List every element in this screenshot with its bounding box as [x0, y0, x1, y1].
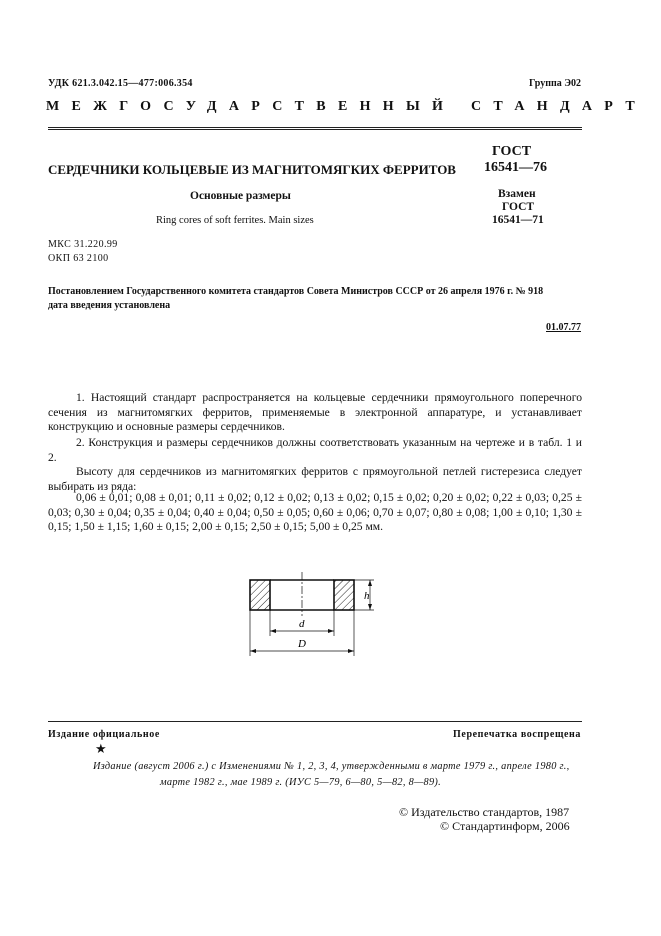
- replaces-gost: ГОСТ: [502, 201, 535, 213]
- header-rule: [48, 127, 582, 128]
- edition-note-1: Издание (август 2006 г.) с Изменениями № 1, 2, 3, 4, утвержденными в марте 1979 г., апреле 1980 г.,: [93, 761, 570, 772]
- reprint-prohibited: Перепечатка воспрещена: [453, 729, 581, 740]
- height-values: 0,06 ± 0,01; 0,08 ± 0,01; 0,11 ± 0,02; 0,12 ± 0,02; 0,13 ± 0,02; 0,15 ± 0,02; 0,20 ± 0,02; 0,22 ± 0,03; 0,25 ± 0,03; 0,30 ± 0,04; 0,35 ± 0,04; 0,40 ± 0,04; 0,50 ± 0,05; 0,60 ± 0,06; 0,70 ± 0,07; 0,80 ± 0,08; 1,00 ± 0,10; 1,30 ± 0,15; 1,50 ± 1,15; 1,60 ± 0,15; 2,00 ± 0,15; 2,50 ± 0,15; 5,00 ± 0,25 мм.: [48, 491, 582, 534]
- effective-date: 01.07.77: [546, 322, 581, 333]
- okp-code: ОКП 63 2100: [48, 253, 109, 264]
- replaces-number: 16541—71: [492, 214, 544, 226]
- footer-rule: [48, 721, 582, 722]
- copyright-2: © Стандартинформ, 2006: [440, 819, 570, 833]
- copyright-1: © Издательство стандартов, 1987: [399, 805, 570, 819]
- star-icon: ★: [95, 741, 107, 756]
- group-code: Группа Э02: [529, 78, 581, 89]
- paragraph-3: Высоту для сердечников из магнитомягких ферритов с прямоугольной петлей гистерезиса следует выбирать из ряда:: [48, 465, 582, 493]
- standard-banner: МЕЖГОСУДАРСТВЕННЫЙ СТАНДАРТ: [46, 99, 647, 114]
- gost-number: 16541—76: [484, 160, 547, 175]
- ring-section-left: [250, 580, 270, 610]
- header-rule-2: [48, 129, 582, 130]
- doc-subtitle: Основные размеры: [190, 190, 291, 202]
- ring-section-right: [334, 580, 354, 610]
- edition-note-2: марте 1982 г., мае 1989 г. (ИУС 5—79, 6—80, 5—82, 8—89).: [160, 777, 442, 788]
- gost-label: ГОСТ: [492, 144, 532, 159]
- label-h: h: [364, 590, 370, 602]
- core-drawing: [240, 570, 380, 660]
- decree-line-1: Постановлением Государственного комитета стандартов Совета Министров СССР от 26 апреля 1976 г. № 918: [48, 286, 544, 297]
- label-D: D: [298, 638, 306, 650]
- decree-line-2: дата введения установлена: [48, 300, 171, 311]
- udk-code: УДК 621.3.042.15—477:006.354: [48, 78, 193, 89]
- mks-code: МКС 31.220.99: [48, 239, 118, 250]
- official-edition: Издание официальное: [48, 729, 160, 740]
- doc-title: СЕРДЕЧНИКИ КОЛЬЦЕВЫЕ ИЗ МАГНИТОМЯГКИХ ФЕРРИТОВ: [48, 162, 456, 177]
- paragraph-2: 2. Конструкция и размеры сердечников должны соответствовать указанным на чертеже и в табл. 1 и 2.: [48, 436, 582, 464]
- english-title: Ring cores of soft ferrites. Main sizes: [156, 215, 314, 226]
- paragraph-1: 1. Настоящий стандарт распространяется на кольцевые сердечники прямоугольного поперечного сечения из магнитомягких ферритов, применяемые в электронной аппаратуре, и устанавливает конструкцию и основные размеры сердечников.: [48, 391, 582, 434]
- replaces-label: Взамен: [498, 188, 536, 200]
- label-d: d: [299, 618, 305, 630]
